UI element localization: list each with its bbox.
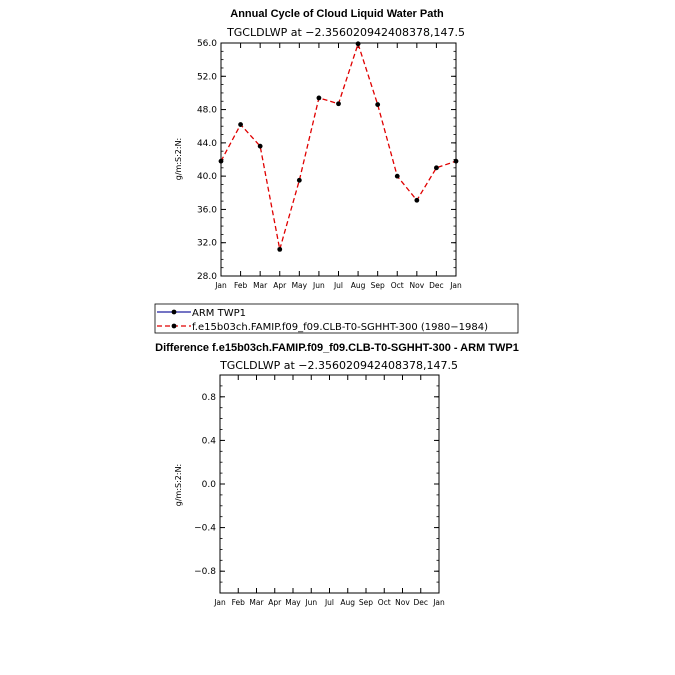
x-tick-label: Oct [377, 598, 391, 607]
x-tick-label: Jan [450, 281, 462, 290]
x-tick-label: Aug [350, 281, 366, 290]
data-point [277, 247, 282, 252]
x-tick-label: Dec [413, 598, 429, 607]
y-tick-label: 48.0 [196, 105, 217, 116]
x-tick-label: Sep [358, 598, 374, 607]
bottom-chart-y-axis-label: g/m:S:2:N: [174, 463, 183, 507]
legend-model-marker [172, 324, 177, 329]
y-tick-label: 0.8 [201, 392, 216, 403]
bottom-chart [155, 342, 519, 607]
x-tick-label: Mar [253, 281, 268, 290]
top-chart-title: Annual Cycle of Cloud Liquid Water Path [230, 8, 444, 20]
x-tick-label: Nov [395, 598, 410, 607]
x-tick-label: Jun [313, 281, 325, 290]
data-point [395, 174, 400, 179]
x-tick-label: Feb [233, 281, 248, 290]
y-tick-label: 56.0 [196, 39, 217, 49]
legend [155, 304, 518, 333]
top-chart-x-ticks [214, 43, 462, 290]
y-tick-label: 40.0 [196, 172, 217, 183]
x-tick-label: Jun [305, 598, 318, 607]
x-tick-label: Oct [390, 281, 404, 290]
y-tick-label: −0.4 [194, 523, 216, 534]
top-chart-series [219, 41, 459, 251]
y-tick-label: 28.0 [196, 272, 217, 282]
x-tick-label: Jan [215, 281, 227, 290]
x-tick-label: Jan [214, 598, 226, 607]
x-tick-label: May [291, 281, 308, 290]
x-tick-label: Mar [249, 598, 264, 607]
x-tick-label: Nov [409, 281, 425, 290]
data-point [414, 198, 419, 203]
bottom-chart-y-ticks [194, 375, 439, 593]
data-point [219, 159, 224, 164]
top-chart-y-axis-label: g/m:S:2:N: [174, 137, 183, 181]
data-point [258, 144, 263, 149]
x-tick-label: Jul [333, 281, 344, 290]
y-tick-label: 52.0 [196, 72, 217, 83]
x-tick-label: Jul [324, 598, 335, 607]
x-tick-label: Apr [273, 281, 287, 290]
data-point [317, 96, 322, 101]
x-tick-label: May [285, 598, 301, 607]
x-tick-label: Aug [340, 598, 356, 607]
data-point [297, 178, 302, 183]
data-point [434, 165, 439, 170]
y-tick-label: 44.0 [196, 138, 217, 149]
series-line [221, 44, 456, 250]
x-tick-label: Apr [268, 598, 282, 607]
y-tick-label: −0.8 [194, 567, 216, 578]
bottom-chart-subtitle: TGCLDLWP at −2.356020942408378,147.5 [220, 359, 458, 372]
data-point [336, 101, 341, 106]
bottom-chart-title: Difference f.e15b03ch.FAMIP.f09_f09.CLB-T0-SGHHT-300 - ARM TWP1 [155, 342, 519, 354]
legend-model-label: f.e15b03ch.FAMIP.f09_f09.CLB-T0-SGHHT-300 (1980−1984) [192, 322, 488, 333]
top-chart-subtitle: TGCLDLWP at −2.356020942408378,147.5 [227, 26, 465, 39]
x-tick-label: Dec [429, 281, 444, 290]
y-tick-label: 0.0 [201, 480, 216, 490]
x-tick-label: Sep [370, 281, 385, 290]
y-tick-label: 0.4 [201, 436, 216, 447]
x-tick-label: Jan [433, 598, 445, 607]
bottom-chart-frame [220, 375, 439, 593]
data-point [356, 41, 361, 46]
top-chart-frame [221, 43, 456, 276]
data-point [454, 159, 459, 164]
bottom-chart-x-ticks [213, 375, 445, 607]
y-tick-label: 32.0 [196, 238, 217, 249]
x-tick-label: Feb [231, 598, 245, 607]
legend-arm-marker [172, 310, 177, 315]
data-point [238, 122, 243, 127]
top-chart-y-ticks [197, 39, 456, 282]
data-point [375, 102, 380, 107]
top-chart [174, 8, 465, 290]
legend-arm-label: ARM TWP1 [192, 308, 246, 319]
y-tick-label: 36.0 [196, 205, 217, 216]
